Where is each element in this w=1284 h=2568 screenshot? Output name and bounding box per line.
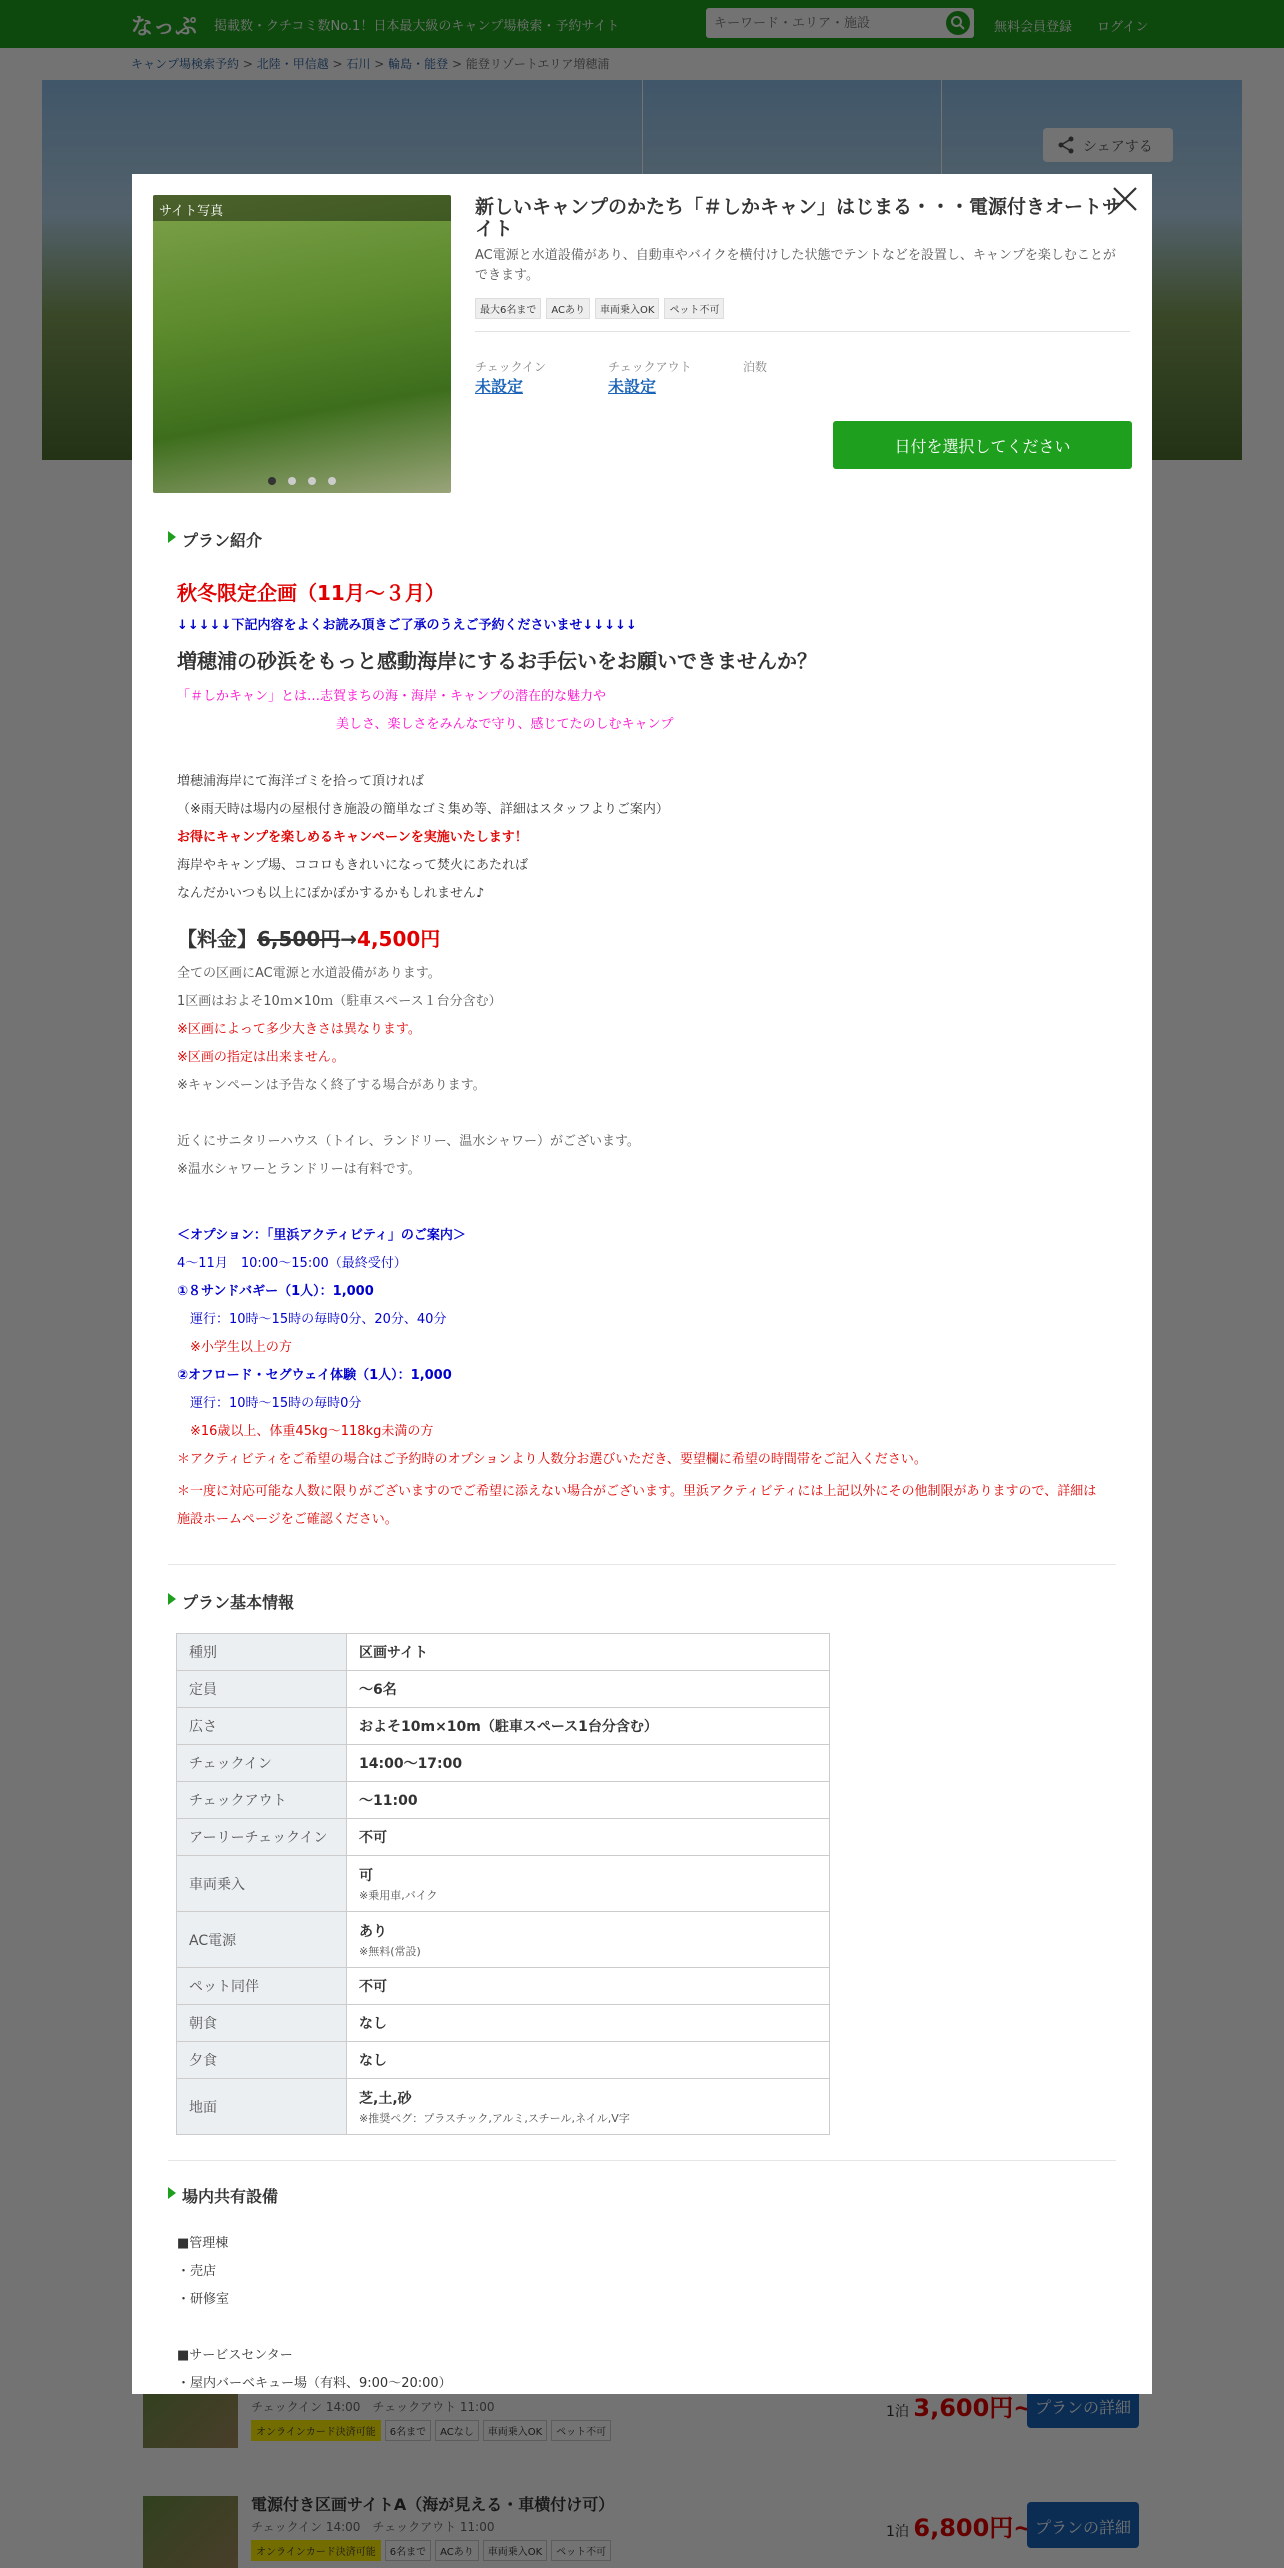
intro-text: 近くにサニタリーハウス（トイレ、ランドリー、温水シャワー）がございます。	[177, 1134, 640, 1149]
intro-question: 増穂浦の砂浜をもっと感動海岸にするお手伝いをお願いできませんか？	[177, 649, 817, 673]
table-row: 夕食 なし	[177, 2042, 830, 2079]
checkout-date[interactable]: 未設定	[608, 377, 657, 396]
checkout-label: チェックアウト	[608, 360, 692, 374]
facility-item: ・屋内バーベキュー場（有料、9:00～20:00）	[177, 2376, 452, 2391]
photo-pager	[153, 470, 451, 489]
intro-campaign: お得にキャンプを楽しめるキャンペーンを実施いたします！	[177, 830, 528, 845]
photo-label: サイト写真	[153, 195, 451, 221]
table-row: アーリーチェックイン 不可	[177, 1819, 830, 1856]
table-row: チェックアウト 〜11:00	[177, 1782, 830, 1819]
price-new: 4,500円	[357, 927, 441, 951]
intro-shikacan-2: 美しさ、楽しさをみんなで守り、感じてたのしむキャンプ	[336, 717, 674, 732]
option-note: ＊一度に対応可能な人数に限りがございますのでご希望に添えない場合がございます。里浜アクティビティには上記以外にその他制限がありますので、詳細は施設ホームページをご確認ください。	[177, 1484, 1097, 1527]
option-note: ＊アクティビティをご希望の場合はご予約時のオプションより人数分お選びいただき、要望欄に希望の時間帯をご記入ください。	[177, 1452, 927, 1467]
checkin-label: チェックイン	[475, 360, 547, 374]
pager-dot[interactable]	[308, 477, 316, 485]
option-text: 運行：10時～15時の毎時0分、20分、40分	[177, 1312, 447, 1327]
section-heading-facilities: 場内共有設備	[168, 2184, 278, 2207]
option-text: 4～11月 10:00～15:00（最終受付）	[177, 1256, 407, 1271]
intro-text: 海岸やキャンプ場、ココロもきれいになって焚火にあたれば	[177, 858, 529, 873]
intro-text: 全ての区画にAC電源と水道設備があります。	[177, 966, 441, 981]
basic-info-table	[176, 1633, 830, 2135]
tag: 車両乗入OK	[595, 298, 659, 319]
intro-note: ※区画の指定は出来ません。	[177, 1050, 345, 1065]
plan-description: AC電源と水道設備があり、自動車やバイクを横付けした状態でテントなどを設置し、キャンプを楽しむことができます。	[475, 248, 1116, 283]
table-row: 種別 区画サイト	[177, 1634, 830, 1671]
intro-shikacan-1: 「＃しかキャン」とは…志賀まちの海・海岸・キャンプの潜在的な魅力や	[177, 689, 607, 704]
checkin-date[interactable]: 未設定	[475, 377, 524, 396]
option-item: ①８サンドバギー（1人）：1,000	[177, 1284, 374, 1299]
facility-item: ・売店	[177, 2264, 217, 2279]
table-row: チェックイン 14:00〜17:00	[177, 1745, 830, 1782]
intro-text: （※雨天時は場内の屋根付き施設の簡単なゴミ集め等、詳細はスタッフよりご案内）	[177, 802, 669, 817]
option-text: 運行：10時～15時の毎時0分	[177, 1396, 362, 1411]
pager-dot[interactable]	[288, 477, 296, 485]
table-row: 広さ およそ10m×10m（駐車スペース1台分含む）	[177, 1708, 830, 1745]
pager-dot[interactable]	[268, 477, 276, 485]
divider	[168, 2160, 1116, 2161]
table-row: 朝食 なし	[177, 2005, 830, 2042]
option-note: ※16歳以上、体重45kg～118kg未満の方	[177, 1424, 434, 1439]
option-note: ※小学生以上の方	[177, 1340, 292, 1355]
pager-dot[interactable]	[328, 477, 336, 485]
table-row: 地面 芝,土,砂 ※推奨ペグ：プラスチック,アルミ,スチール,ネイル,V字	[177, 2079, 830, 2135]
intro-text: 1区画はおよそ10ｍ×10ｍ（駐車スペース１台分含む）	[177, 994, 502, 1009]
tag: ACあり	[546, 298, 590, 319]
facility-item: ■サービスセンター	[177, 2348, 293, 2363]
tag: 最大6名まで	[475, 298, 541, 319]
divider	[475, 331, 1130, 332]
divider	[168, 1564, 1116, 1565]
section-heading-basic-info: プラン基本情報	[168, 1590, 294, 1613]
table-row: 定員 〜6名	[177, 1671, 830, 1708]
intro-notice: ↓↓↓↓↓下記内容をよくお読み頂きご了承のうえご予約くださいませ↓↓↓↓↓	[177, 618, 637, 633]
select-date-button[interactable]: 日付を選択してください	[833, 421, 1132, 469]
intro-text: 増穂浦海岸にて海洋ゴミを拾って頂ければ	[177, 774, 425, 789]
table-row: AC電源 あり ※無料(常設)	[177, 1912, 830, 1968]
option-heading: ＜オプション：「里浜アクティビティ」のご案内＞	[177, 1228, 466, 1243]
intro-price: 【料金】6,500円→4,500円	[177, 927, 441, 951]
plan-title: 新しいキャンプのかたち「＃しかキャン」はじまる・・・電源付きオートサイト	[475, 196, 1122, 240]
intro-text: ※キャンペーンは予告なく終了する場合があります。	[177, 1078, 486, 1093]
section-heading-plan-intro: プラン紹介	[168, 528, 262, 551]
intro-note: ※区画によって多少大きさは異なります。	[177, 1022, 421, 1037]
plan-tags	[475, 298, 729, 319]
tag: ペット不可	[664, 298, 724, 319]
intro-headline: 秋冬限定企画（11月～３月）	[177, 581, 445, 605]
nights-label: 泊数	[743, 360, 768, 374]
option-item: ②オフロード・セグウェイ体験（1人）：1,000	[177, 1368, 452, 1383]
facility-item: ■管理棟	[177, 2236, 229, 2251]
site-photo[interactable]	[153, 195, 451, 493]
intro-text: なんだかいつも以上にぽかぽかするかもしれません♪	[177, 886, 485, 901]
plan-modal	[132, 174, 1152, 2394]
table-row: ペット同伴 不可	[177, 1968, 830, 2005]
table-row: 車両乗入 可 ※乗用車,バイク	[177, 1856, 830, 1912]
price-old: 6,500円	[257, 927, 341, 951]
intro-text: ※温水シャワーとランドリーは有料です。	[177, 1162, 421, 1177]
facility-item: ・研修室	[177, 2292, 230, 2307]
